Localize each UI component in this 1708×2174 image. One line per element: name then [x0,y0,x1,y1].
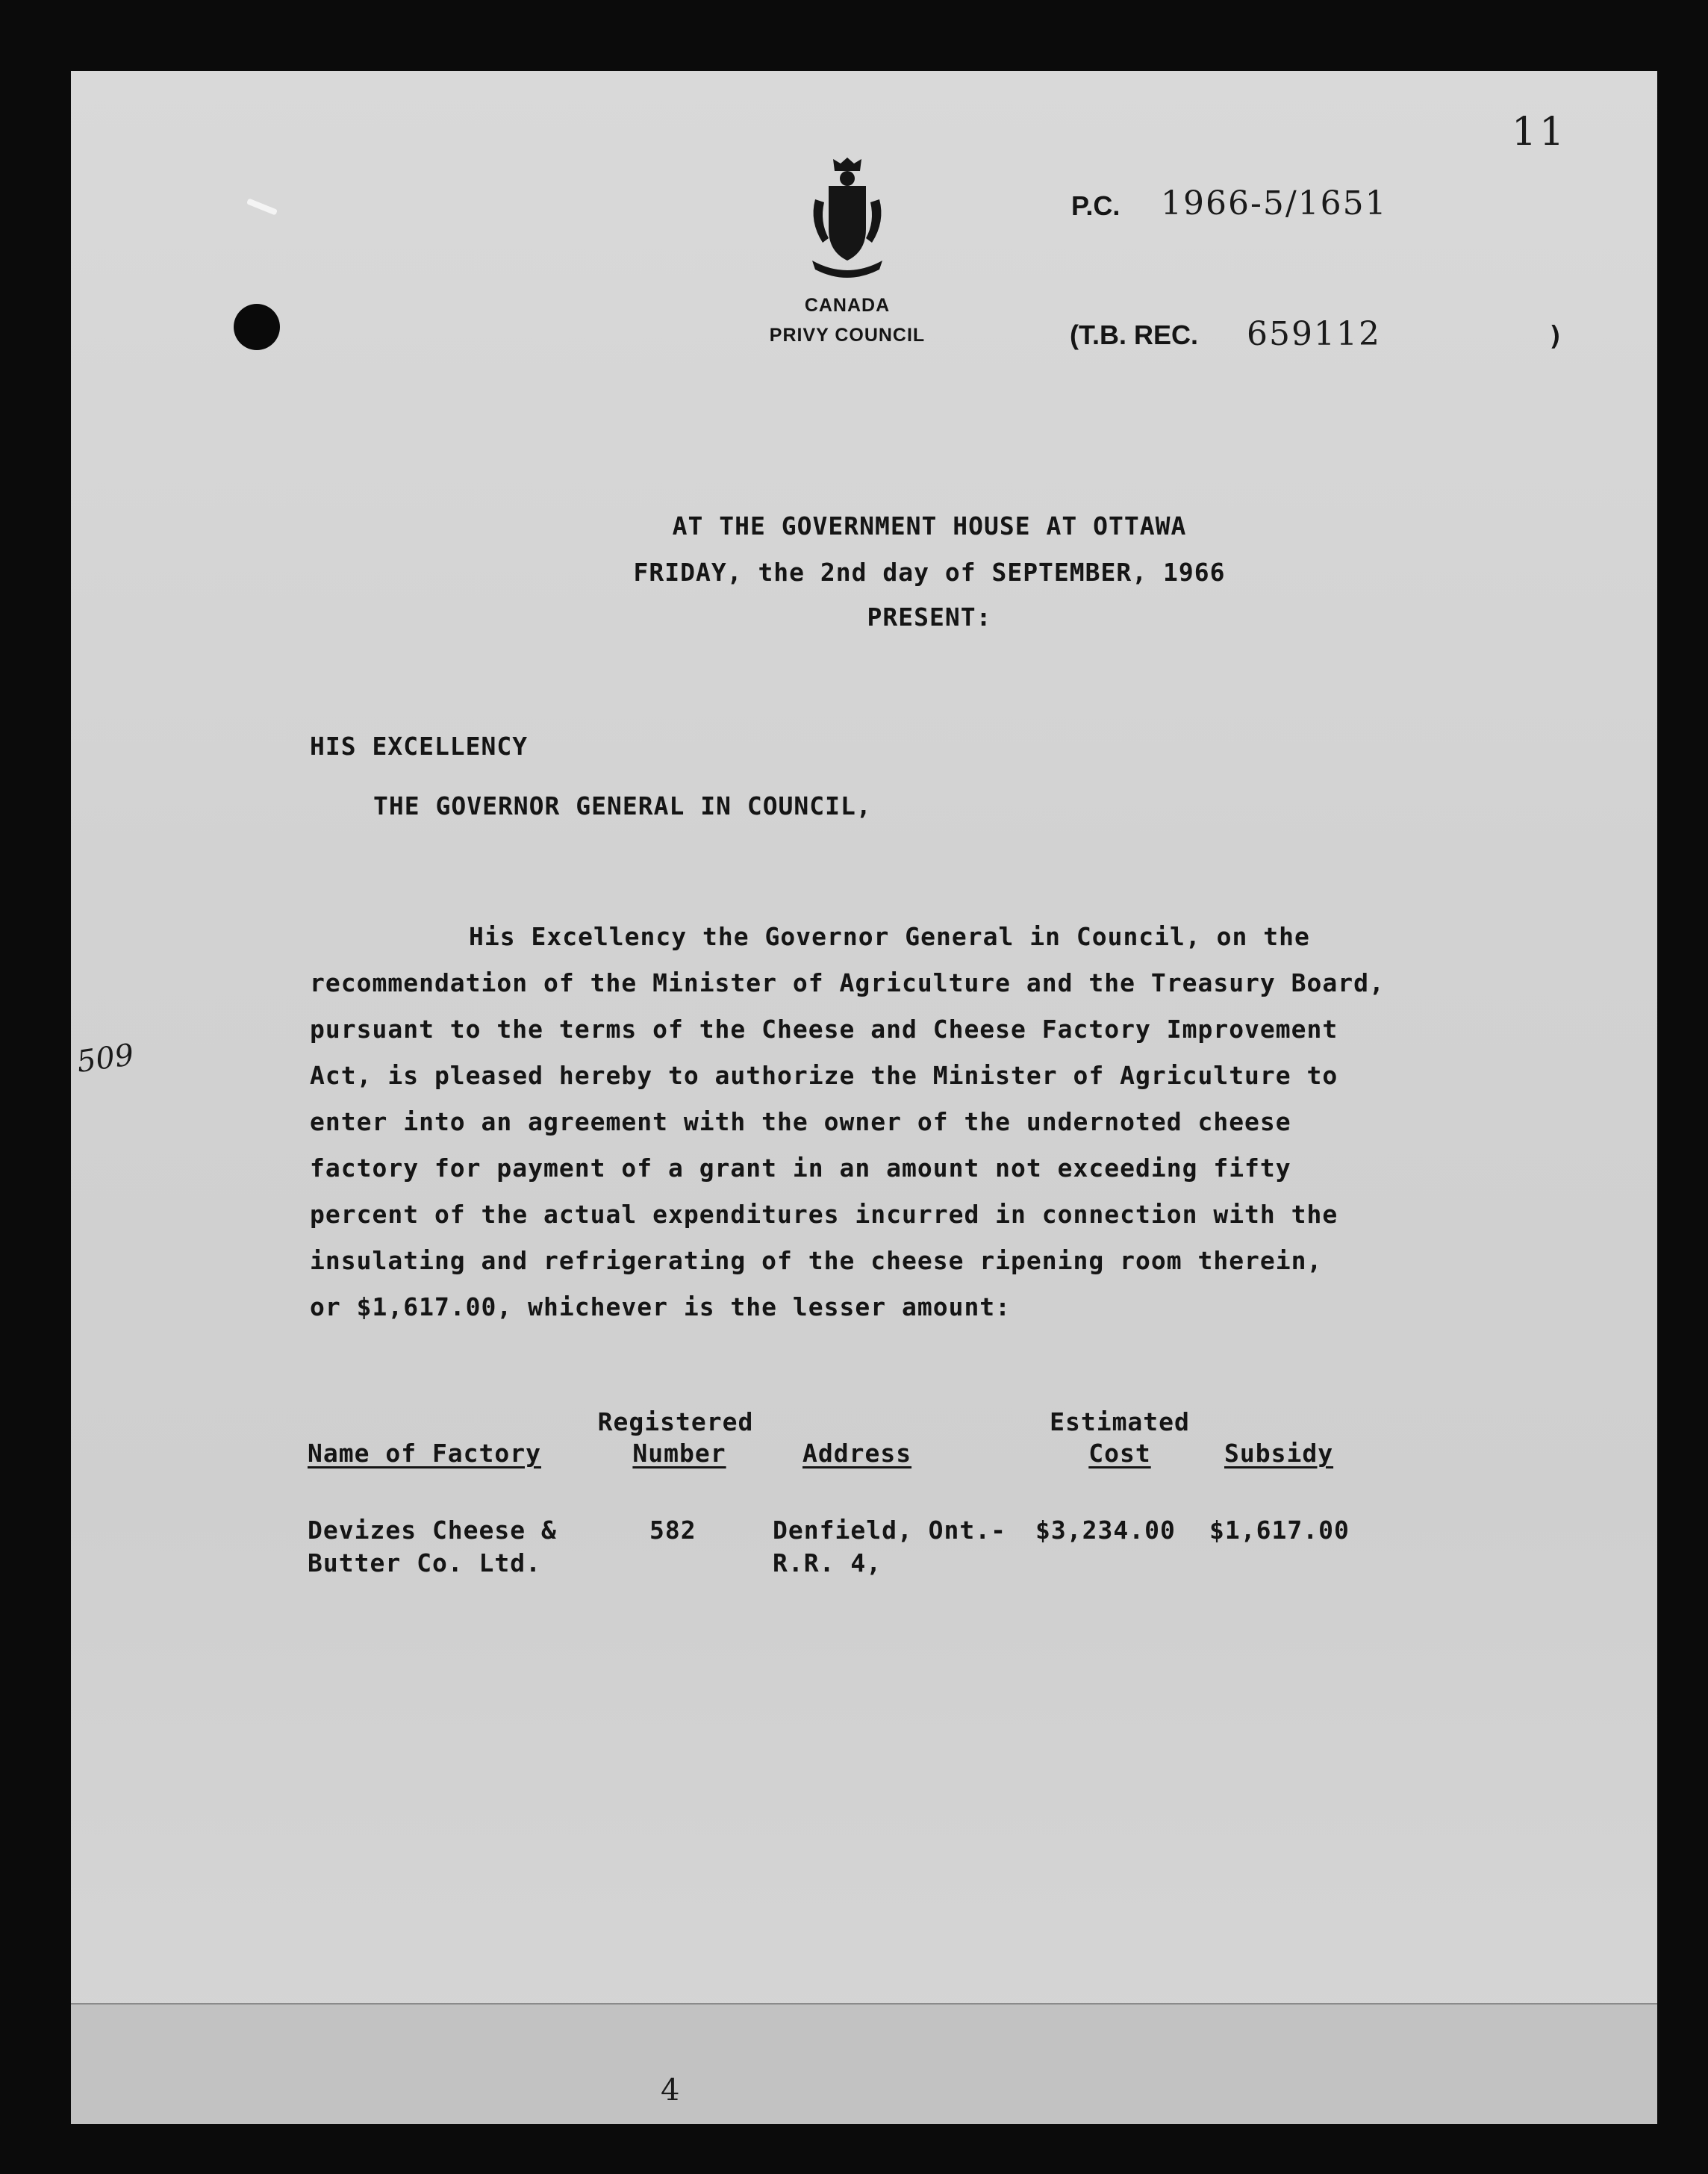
cell-address: Denfield, Ont.- [773,1516,1007,1545]
body-line: His Excellency the Governor General in Council, on the [469,922,1310,951]
header-number: Number [632,1439,726,1468]
header-subsidy: Subsidy [1224,1439,1334,1468]
cell-address: R.R. 4, [773,1548,882,1577]
header-estimated: Estimated [1050,1407,1190,1436]
film-artifact [246,198,278,215]
coat-of-arms-icon [806,155,888,281]
header-address: Address [802,1439,912,1468]
place-line-1: AT THE GOVERNMENT HOUSE AT OTTAWA [672,511,1187,541]
place-line-2: FRIDAY, the 2nd day of SEPTEMBER, 1966 [633,558,1226,587]
cell-registered-number: 582 [649,1516,696,1545]
body-line: recommendation of the Minister of Agriculture and the Treasury Board, [310,968,1385,997]
body-line: pursuant to the terms of the Cheese and Cheese Factory Improvement [310,1015,1338,1044]
header-country: CANADA [804,295,891,316]
header-office: PRIVY COUNCIL [769,325,926,346]
cell-estimated-cost: $3,234.00 [1035,1516,1176,1545]
body-line: factory for payment of a grant in an amount not exceeding fifty [310,1153,1291,1183]
tb-number: 659112 [1247,315,1381,353]
body-line: insulating and refrigerating of the cheese ripening room therein, [310,1246,1323,1275]
cell-factory-name: Butter Co. Ltd. [308,1548,542,1577]
pc-number: 1966-5/1651 [1161,184,1388,222]
header-registered: Registered [597,1407,754,1436]
body-line: enter into an agreement with the owner of the undernoted cheese [310,1107,1291,1136]
cell-subsidy: $1,617.00 [1209,1516,1350,1545]
address-line-2: THE GOVERNOR GENERAL IN COUNCIL, [373,791,872,820]
bottom-strip [71,2003,1657,2124]
bottom-mark: 4 [661,2073,680,2108]
header-cost: Cost [1088,1439,1151,1468]
body-line: or $1,617.00, whichever is the lesser amount: [310,1292,1012,1321]
punch-hole [234,304,280,350]
body-line: Act, is pleased hereby to authorize the Minister of Agriculture to [310,1061,1338,1090]
tb-close: ) [1548,321,1565,352]
place-line-3: PRESENT: [867,602,992,632]
cell-factory-name: Devizes Cheese & [308,1516,557,1545]
page-number: 11 [1512,110,1568,155]
tb-label: (T.B. REC. [1070,320,1199,350]
document-page [71,71,1657,2124]
margin-note: 509 [75,1037,137,1080]
pc-label: P.C. [1071,190,1121,221]
address-line-1: HIS EXCELLENCY [310,732,529,761]
body-line: percent of the actual expenditures incurred in connection with the [310,1200,1338,1229]
header-name-of-factory: Name of Factory [308,1439,542,1468]
